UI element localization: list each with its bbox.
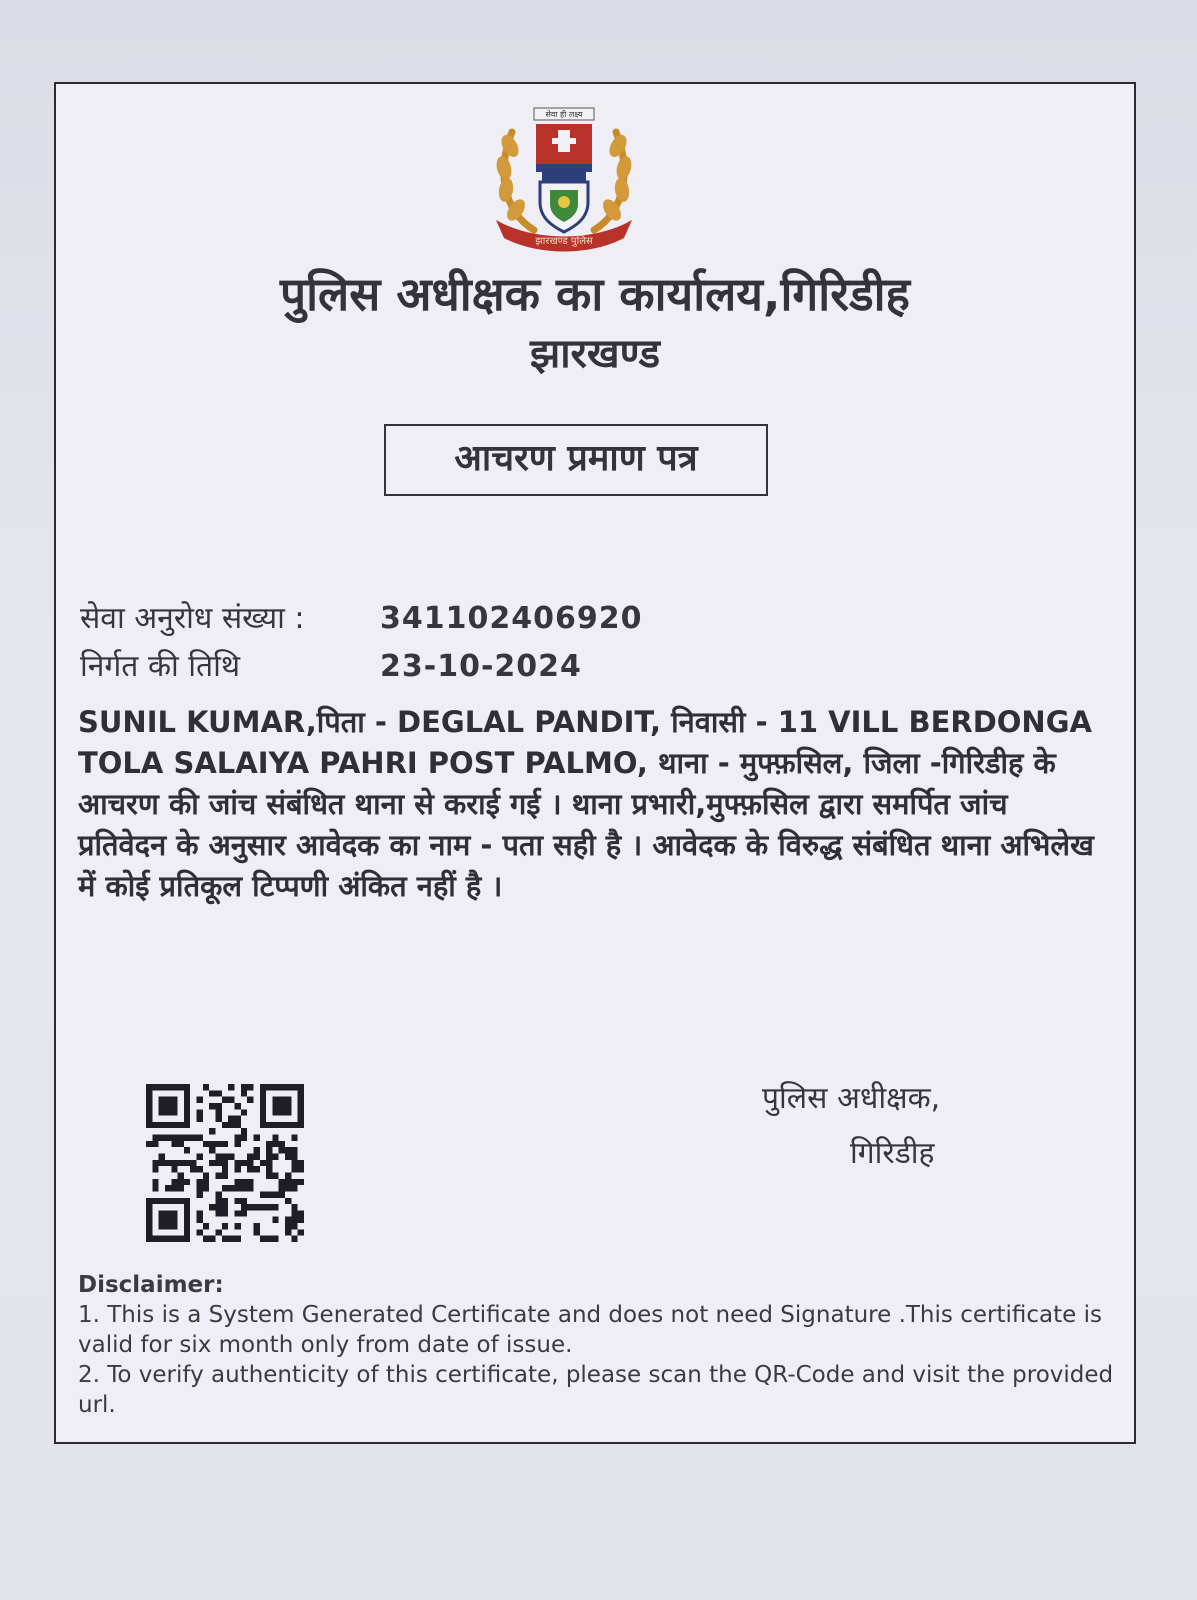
issue-date-row [80,644,582,685]
certificate [54,82,1136,1444]
issue-date-label: निर्गत की तिथि [80,649,241,684]
disclaimer-block [78,1270,1118,1420]
request-number-row [80,596,643,637]
emblem-top-text: सेवा ही लक्ष्य [545,110,583,119]
signatory-block [762,1076,940,1172]
disclaimer-item-1: 1. This is a System Generated Certificate and does not need Signature .This certificate is valid for six month only from date of issue. [78,1302,1102,1358]
certificate-body-text: SUNIL KUMAR,पिता - DEGLAL PANDIT, निवासी - 11 VILL BERDONGA TOLA SALAIYA PAHRI POST PALMO, थाना - मुफ्फ़सिल, जिला -गिरिडीह के आचरण की जांच संबंधित थाना से कराई गई । थाना प्रभारी,मुफ्फ़सिल द्वारा समर्पित जांच प्रतिवेदन के अनुसार आवेदक का नाम - पता सही है । आवेदक के विरुद्ध संबंधित थाना अभिलेख में कोई प्रतिकूल टिप्पणी अंकित नहीं है । [78,705,1094,903]
certificate-title: आचरण प्रमाण पत्र [384,424,768,496]
state-title: झारखण्ड [529,331,661,377]
request-number-value: 341102406920 [380,601,643,636]
signatory-designation: पुलिस अधीक्षक, [762,1081,941,1116]
request-number-label: सेवा अनुरोध संख्या : [80,601,305,636]
signatory-location: गिरिडीह [850,1136,935,1171]
issue-date-value: 23-10-2024 [380,649,582,684]
disclaimer-title: Disclaimer: [78,1272,224,1298]
emblem-ribbon-text: झारखण्ड पुलिस [535,236,593,247]
office-title: पुलिस अधीक्षक का कार्यालय,गिरिडीह [280,267,910,321]
qr-code-icon[interactable] [146,1084,304,1242]
disclaimer-item-2: 2. To verify authenticity of this certificate, please scan the QR-Code and visit the provided url. [78,1362,1114,1418]
jharkhand-police-emblem-icon [474,102,654,262]
